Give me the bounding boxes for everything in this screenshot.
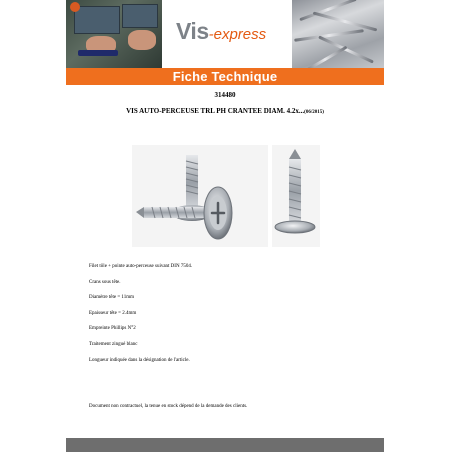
spec-line: Filet tôle + pointe auto-perceuse suivant DIN 7504.	[89, 264, 193, 269]
header-banner	[66, 0, 384, 84]
disclaimer-text: Document non contractuel, la tenue en stock dépend de la demande des clients.	[89, 404, 248, 409]
product-designation	[66, 107, 384, 115]
page-title: Fiche Technique	[172, 69, 278, 84]
workshop-photo	[66, 0, 162, 68]
spec-line: Traitement zingué blanc	[89, 341, 138, 347]
screws-photo	[292, 0, 384, 68]
spec-line: Diamètre tête = 11mm	[89, 295, 134, 301]
screw-main-image	[132, 145, 268, 247]
spec-line: Epaisseur tête = 2.4mm	[89, 310, 137, 316]
screw-side-image	[272, 145, 320, 247]
specs-list	[89, 263, 369, 372]
vis-express-logo	[176, 18, 266, 45]
spec-line: Crans sous tête.	[89, 279, 121, 285]
datasheet-page	[66, 0, 384, 452]
logo-area	[162, 0, 292, 68]
spec-line: Longueur indiquée dans la désignation de l'article.	[89, 357, 190, 363]
title-bar	[66, 68, 384, 85]
logo-express-text: -express	[208, 26, 267, 43]
footer-bar	[66, 438, 384, 452]
designation-date: (06/2015)	[304, 110, 324, 115]
spec-line: Empreinte Phillips N°2	[89, 326, 136, 332]
designation-text: VIS AUTO-PERCEUSE TRL PH CRANTEE DIAM. 4.2x...	[126, 107, 305, 115]
logo-vis-text: Vis	[176, 18, 209, 44]
product-reference: 314480	[214, 91, 236, 99]
